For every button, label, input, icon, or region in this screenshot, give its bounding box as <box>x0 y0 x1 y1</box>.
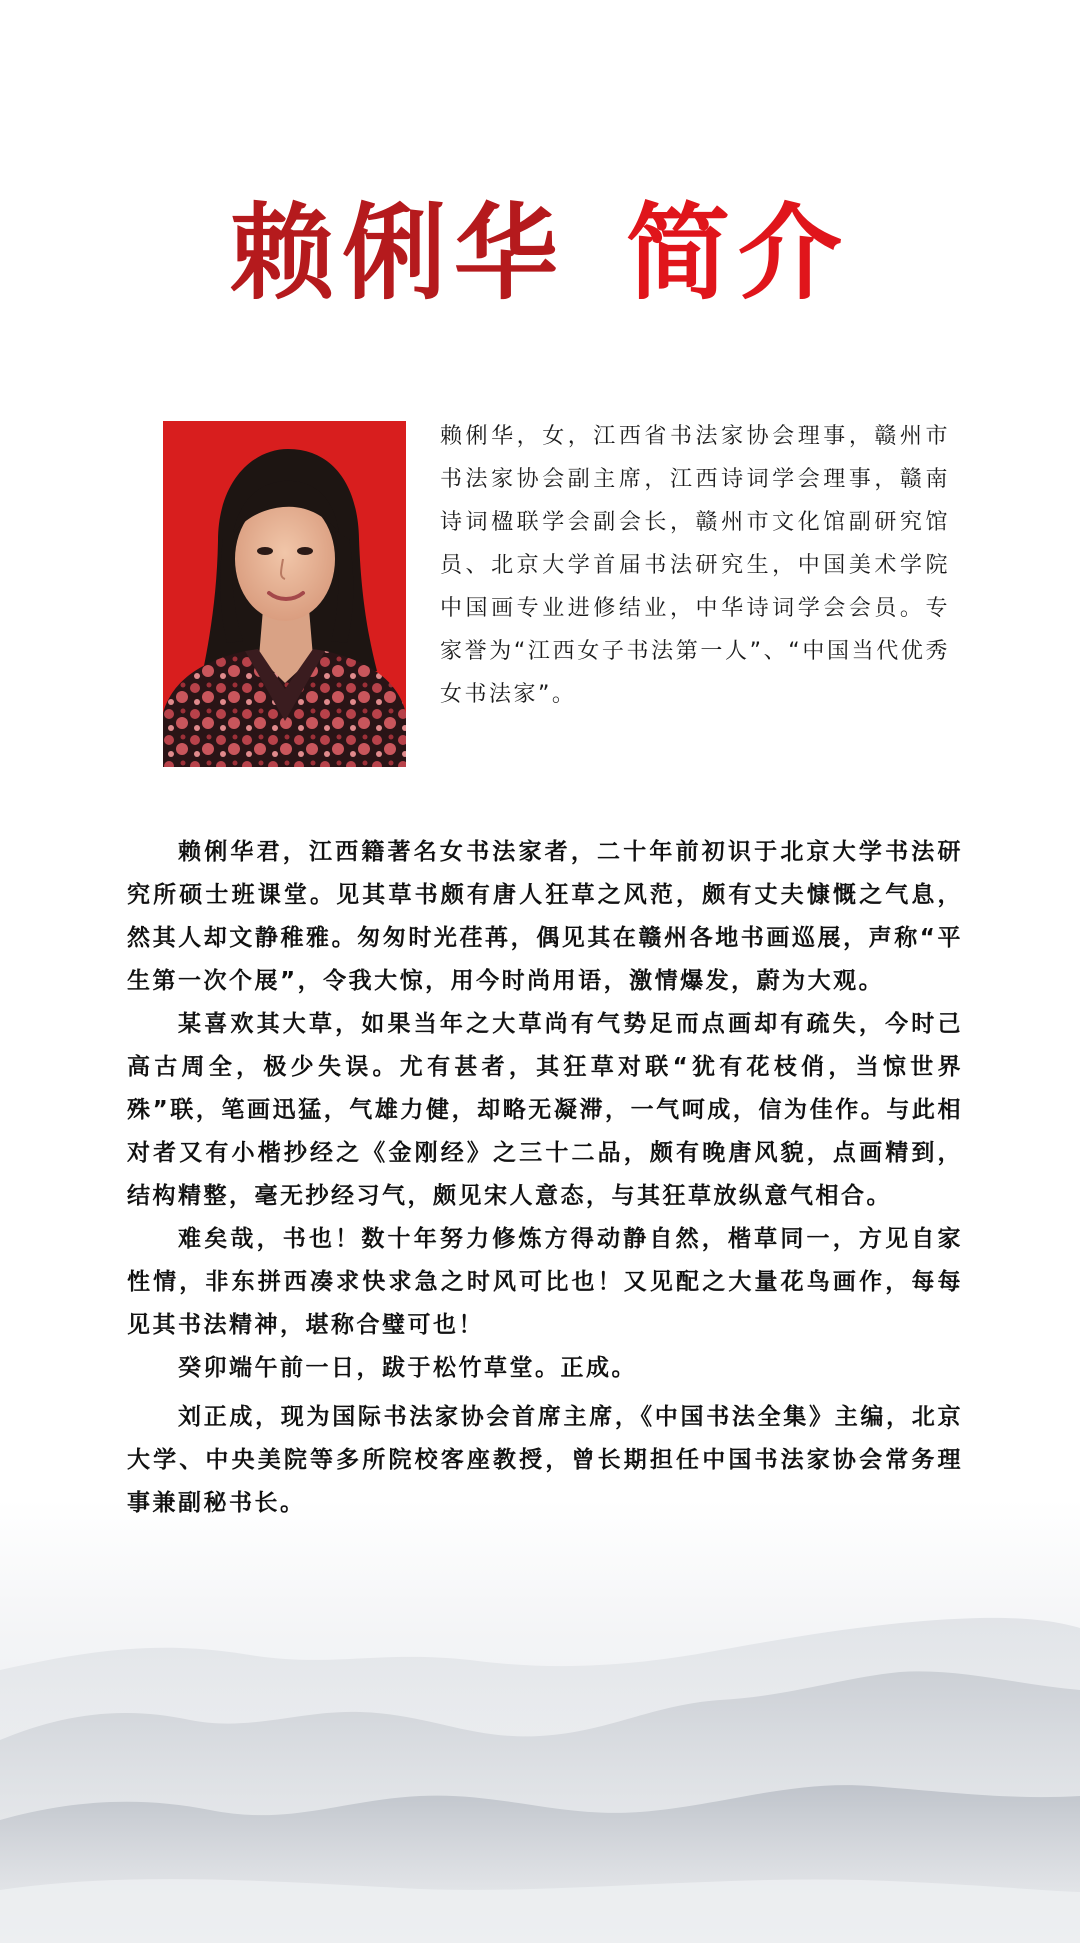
portrait-photo <box>163 421 406 767</box>
essay-paragraph: 难矣哉，书也！数十年努力修炼方得动静自然，楷草同一，方见自家性情，非东拼西凑求快求急之时风可比也！又见配之大量花鸟画作，每每见其书法精神，堪称合璧可也！ <box>127 1226 963 1338</box>
ink-mountain-background <box>0 1500 1080 1943</box>
essay-paragraph: 某喜欢其大草，如果当年之大草尚有气势足而点画却有疏失，今时己高古周全，极少失误。尤有甚者，其狂草对联“犹有花枝俏，当惊世界殊”联，笔画迅猛，气雄力健，却略无凝滞，一气呵成，信为佳作。与此相对者又有小楷抄经之《金刚经》之三十二品，颇有晚唐风貌，点画精到，结构精整，毫无抄经习气，颇见宋人意态，与其狂草放纵意气相合。 <box>127 1011 963 1209</box>
essay <box>127 831 963 1525</box>
bio-text: 赖俐华，女，江西省书法家协会理事，赣州市书法家协会副主席，江西诗词学会理事，赣南诗词楹联学会副会长，赣州市文化馆副研究馆员、北京大学首届书法研究生，中国美术学院中国画专业进修结业，中华诗词学会会员。专家誉为“江西女子书法第一人”、“中国当代优秀女书法家”。 <box>440 424 950 707</box>
author-note: 刘正成，现为国际书法家协会首席主席，《中国书法全集》主编，北京大学、中央美院等多所院校客座教授，曾长期担任中国书法家协会常务理事兼副秘书长。 <box>127 1404 963 1516</box>
essay-paragraph: 赖俐华君，江西籍著名女书法家者，二十年前初识于北京大学书法研究所硕士班课堂。见其草书颇有唐人狂草之风范，颇有丈夫慷慨之气息，然其人却文静稚雅。匆匆时光荏苒，偶见其在赣州各地书画巡展，声称“平生第一次个展”，令我大惊，用今时尚用语，激情爆发，蔚为大观。 <box>127 839 963 994</box>
essay-signature: 癸卯端午前一日，跋于松竹草堂。正成。 <box>178 1355 637 1381</box>
page-title <box>0 188 1080 318</box>
title-suffix: 简介 <box>626 192 851 314</box>
title-name: 赖俐华 <box>229 192 566 314</box>
